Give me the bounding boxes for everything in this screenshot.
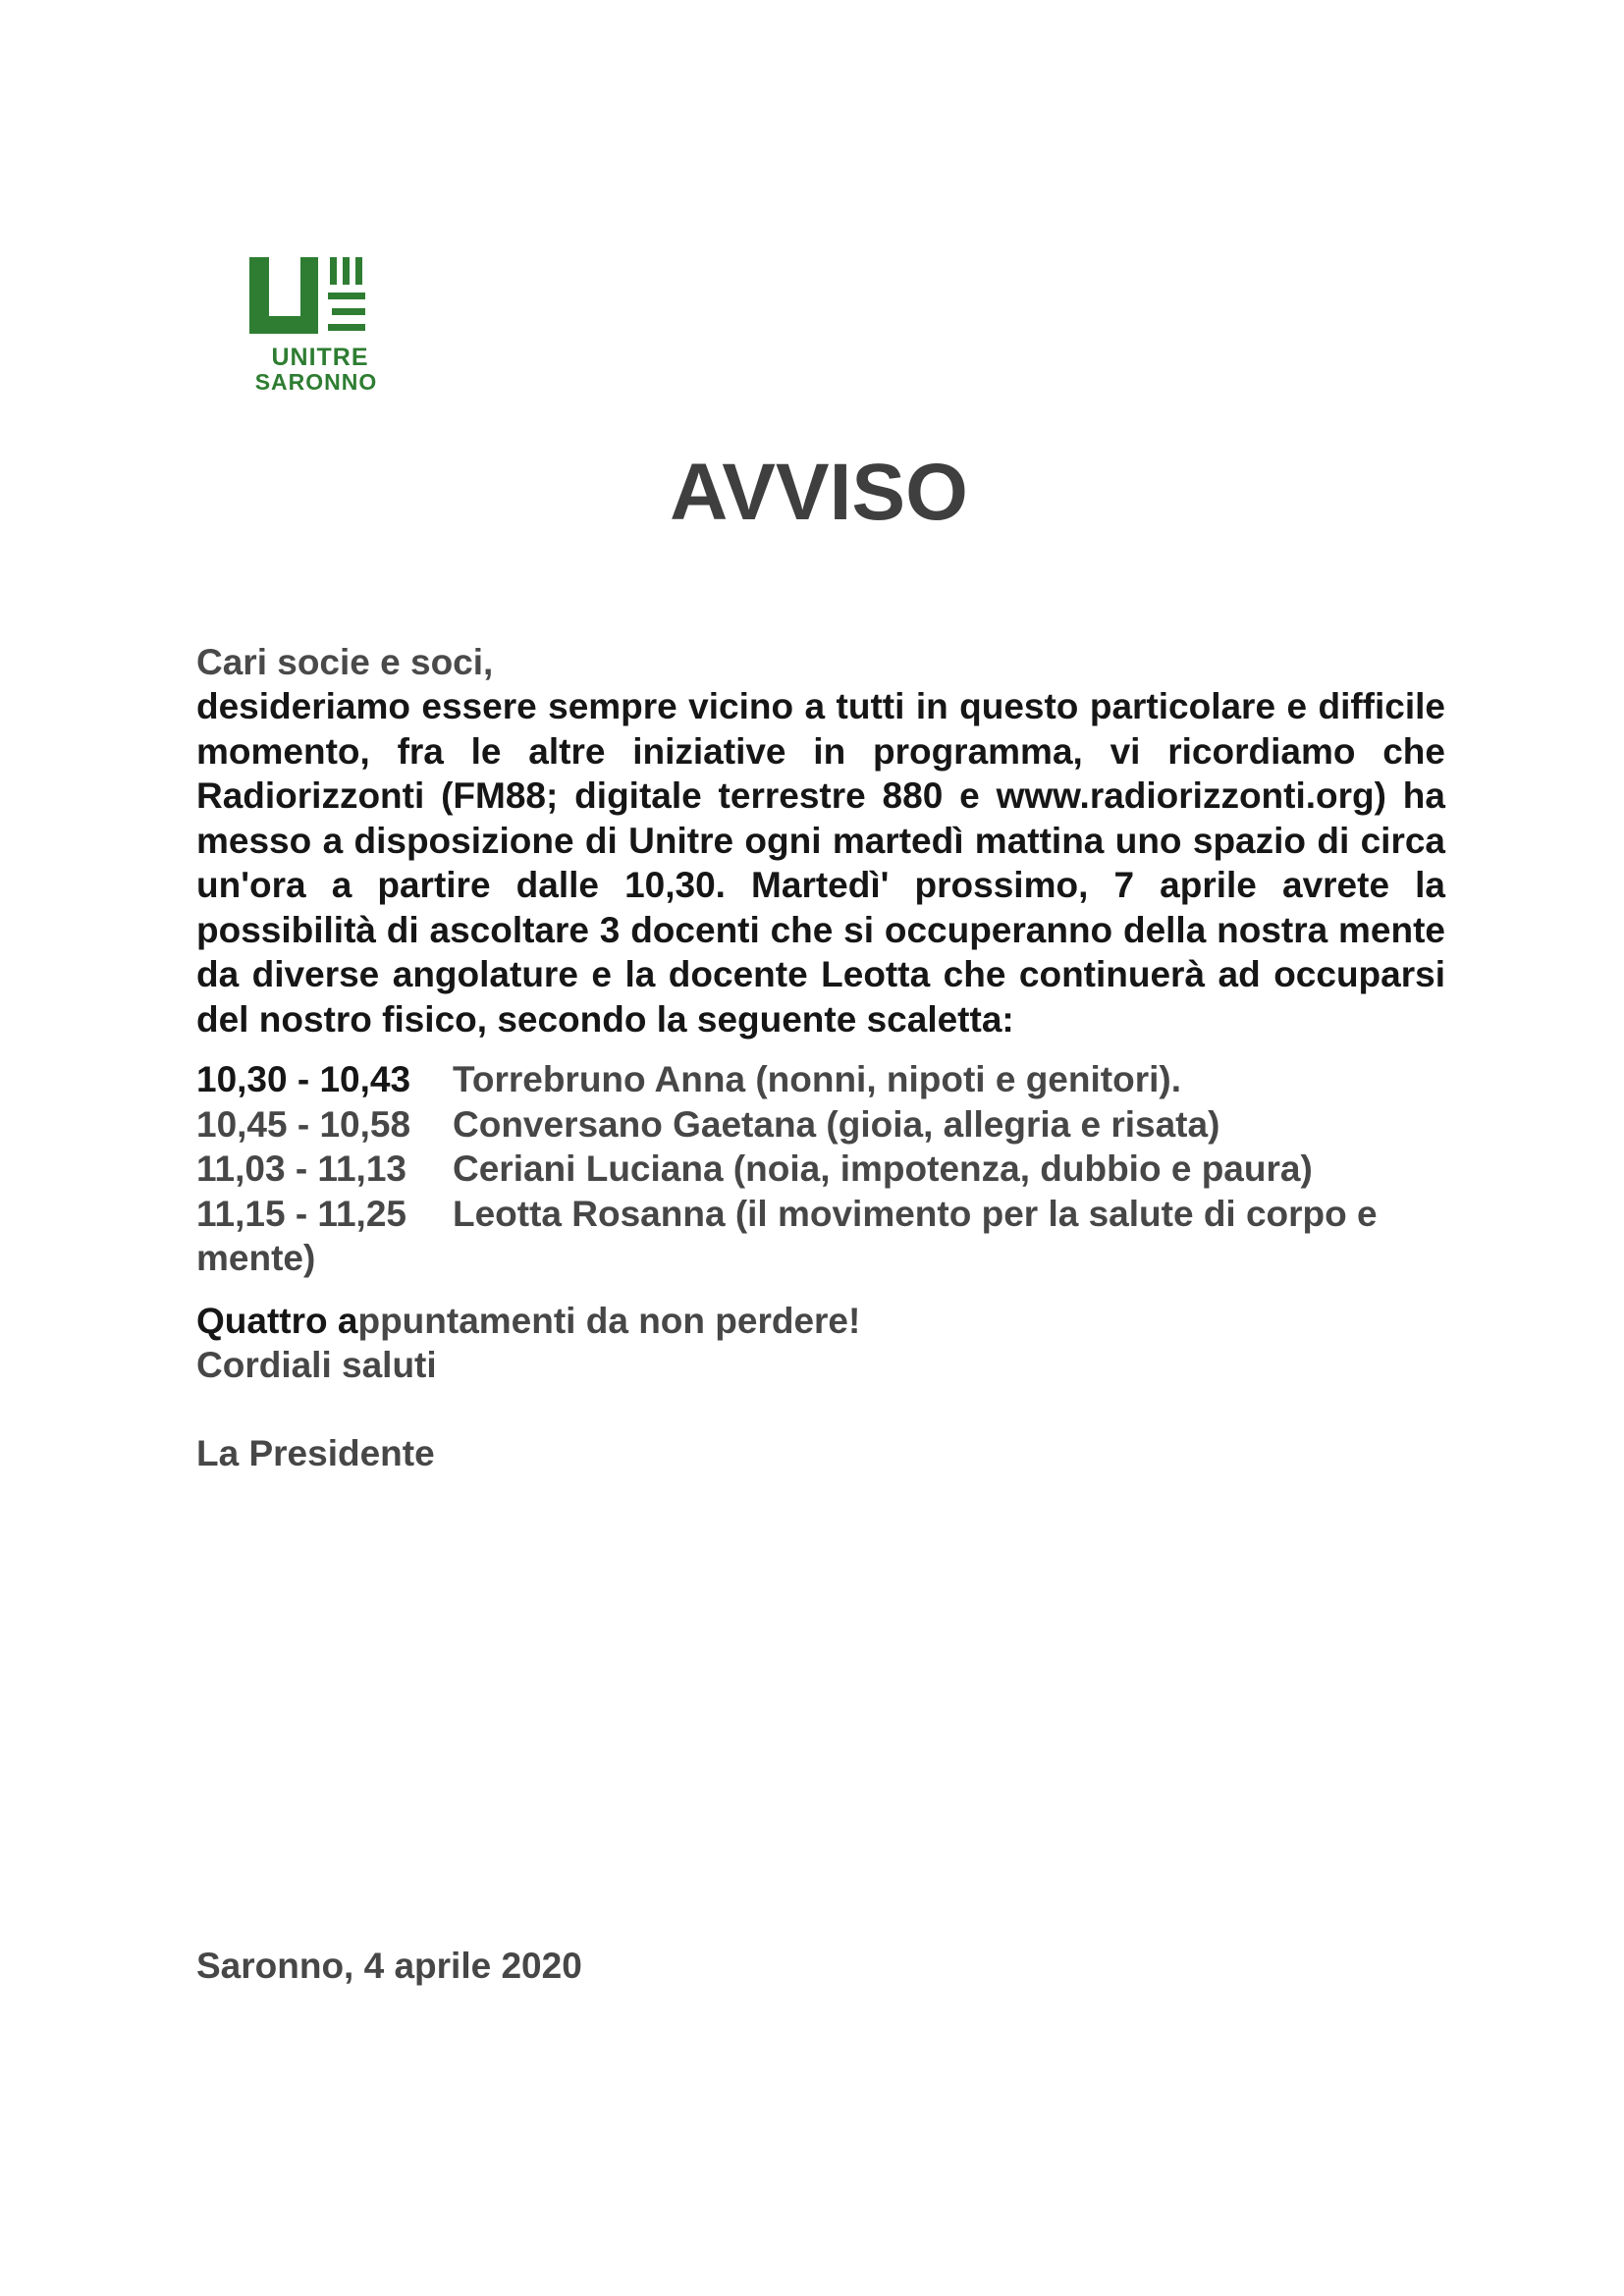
closing-highlight: Quattro a xyxy=(196,1300,358,1341)
schedule-description: Conversano Gaetana (gioia, allegria e risata) xyxy=(453,1103,1220,1145)
closing-block xyxy=(196,1299,1445,1388)
logo-text-unitre: UNITRE xyxy=(271,344,369,371)
schedule-description: Ceriani Luciana (noia, impotenza, dubbio e paura) xyxy=(453,1148,1313,1189)
schedule-time: 11,15 - 11,25 xyxy=(196,1193,406,1234)
schedule-item xyxy=(196,1102,1445,1148)
schedule-item xyxy=(196,1192,1445,1281)
schedule-time: 10,30 - 10,43 xyxy=(196,1059,411,1099)
place-date: Saronno, 4 aprile 2020 xyxy=(196,1946,582,1986)
greeting: Cari socie e soci, xyxy=(196,642,494,682)
schedule-item xyxy=(196,1057,1445,1102)
closing-rest: ppuntamenti da non perdere! xyxy=(357,1300,861,1341)
schedule-item xyxy=(196,1147,1445,1192)
logo-text-saronno: SARONNO xyxy=(254,369,378,395)
unitre-logo xyxy=(244,253,389,397)
schedule-description: Leotta Rosanna (il movimento per la salute di corpo e mente) xyxy=(196,1193,1378,1278)
page-title: AVVISO xyxy=(670,448,968,537)
schedule-description: Torrebruno Anna (nonni, nipoti e genitori). xyxy=(453,1059,1181,1099)
unitre-logo-mark xyxy=(244,253,389,344)
schedule-time: 10,45 - 10,58 xyxy=(196,1103,411,1145)
main-paragraph: desideriamo essere sempre vicino a tutti in questo particolare e difficile momento, fra le altre iniziative in programma, vi ricordiamo che Radiorizzonti (FM88; digitale terrestre 880 e www.radiorizzonti.org) ha messo a disposizione di Unitre ogni martedì mattina uno spazio di circa un'ora a partire dalle 10,30. Martedì' prossimo, 7 aprile avrete la possibilità di ascoltare 3 docenti che si occuperanno della nostra mente da diverse angolature e la docente Leotta che continuerà ad occuparsi del nostro fisico, secondo la seguente scaletta: xyxy=(196,686,1445,1040)
signature: La Presidente xyxy=(196,1432,435,1473)
notice-body xyxy=(196,640,1445,1475)
schedule-list xyxy=(196,1057,1445,1281)
salutation: Cordiali saluti xyxy=(196,1345,437,1385)
schedule-time: 11,03 - 11,13 xyxy=(196,1148,406,1189)
closing-line xyxy=(196,1299,1445,1344)
